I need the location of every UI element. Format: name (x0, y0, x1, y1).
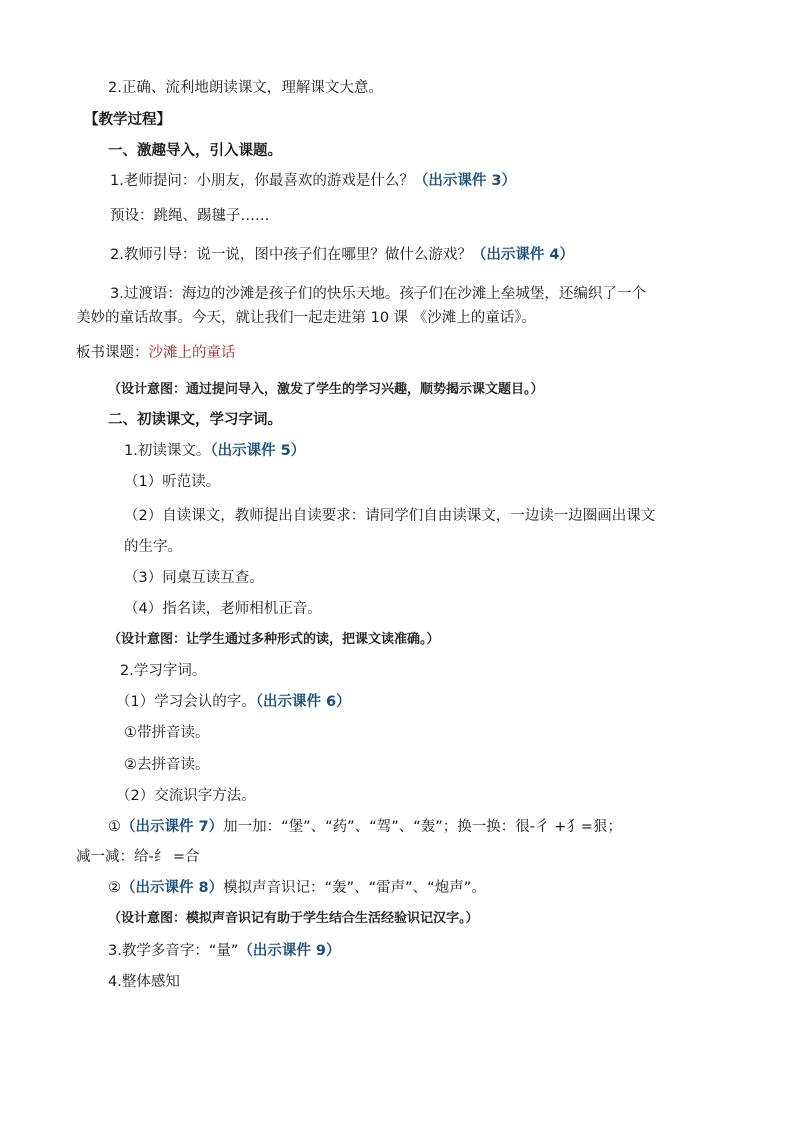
courseware-ref: （出示课件 7） (121, 819, 224, 835)
method-add-change (108, 817, 622, 837)
courseware-ref: （出示课件 4） (471, 247, 574, 263)
paragraph-guide (110, 245, 574, 265)
item-without-pinyin: ②去拼音读。 (124, 757, 210, 773)
text: 3.教学多音字：“量” (108, 943, 239, 959)
design-intent-1: （设计意图：通过提问导入，激发了学生的学习兴趣，顺势揭示课文题目。） (108, 382, 544, 397)
courseware-ref: （出示课件 6） (255, 694, 351, 710)
section-header-teaching-process: 【教学过程】 (84, 112, 171, 128)
paragraph-preset: 预设：跳绳、踢毽子…… (110, 208, 270, 224)
text: 2.教师引导：说一说，图中孩子们在哪里？做什么游戏？ (110, 247, 472, 263)
step-learn-chars (116, 692, 351, 712)
method-sound (108, 878, 486, 898)
courseware-ref: （出示课件 5） (210, 443, 306, 459)
substep-4: （4）指名读，老师相机正音。 (124, 601, 322, 617)
method-subtract: 减一减：给-纟 =合 (76, 849, 200, 865)
substep-2-line1: （2）自读课文，教师提出自读要求：请同学们自由读课文，一边读一边圈画出课文 (124, 508, 656, 524)
text: 加一加：“堡”、“药”、“驾”、“轰”；换一换：很-彳 +犭=狠； (223, 819, 622, 835)
courseware-ref: （出示课件 9） (238, 943, 341, 959)
objective-line: 2.正确、流利地朗读课文，理解课文大意。 (108, 80, 383, 96)
paragraph-transition-1: 3.过渡语：海边的沙滩是孩子们的快乐天地。孩子们在沙滩上垒城堡，还编织了一个 (110, 286, 646, 302)
marker: ① (108, 819, 121, 835)
text: 模拟声音识记：“轰”、“雷声”、“炮声”。 (223, 880, 486, 896)
substep-3: （3）同桌互读互查。 (124, 570, 264, 586)
substep-2-line2: 的生字。 (124, 539, 182, 555)
substep-1: （1）听范读。 (124, 474, 221, 490)
step-exchange-methods: （2）交流识字方法。 (116, 788, 256, 804)
paragraph-transition-2: 美妙的童话故事。今天，就让我们一起走进第 10 课 《沙滩上的童话》。 (76, 310, 537, 326)
section-heading-1: 一、激趣导入，引入课题。 (108, 143, 282, 159)
design-intent-3: （设计意图：模拟声音识记有助于学生结合生活经验识记汉字。） (108, 911, 479, 926)
step-learn-words: 2.学习字词。 (120, 663, 207, 679)
step-polyphone (108, 941, 341, 961)
courseware-ref: （出示课件 8） (121, 880, 224, 896)
item-with-pinyin: ①带拼音读。 (124, 725, 210, 741)
design-intent-2: （设计意图：让学生通过多种形式的读，把课文读准确。） (108, 632, 440, 647)
courseware-ref: （出示课件 3） (413, 173, 516, 189)
marker: ② (108, 880, 121, 896)
board-title: 沙滩上的童话 (148, 345, 236, 361)
text: （1）学习会认的字。 (116, 694, 256, 710)
step-first-reading (124, 441, 305, 461)
text: 1.老师提问：小朋友，你最喜欢的游戏是什么？ (110, 173, 414, 189)
label: 板书课题： (76, 345, 149, 361)
text: 1.初读课文。 (124, 443, 211, 459)
step-overall: 4.整体感知 (108, 974, 180, 990)
paragraph-question (110, 171, 516, 191)
section-heading-2: 二、初读课文，学习字词。 (108, 412, 282, 428)
board-title-line (76, 343, 236, 363)
